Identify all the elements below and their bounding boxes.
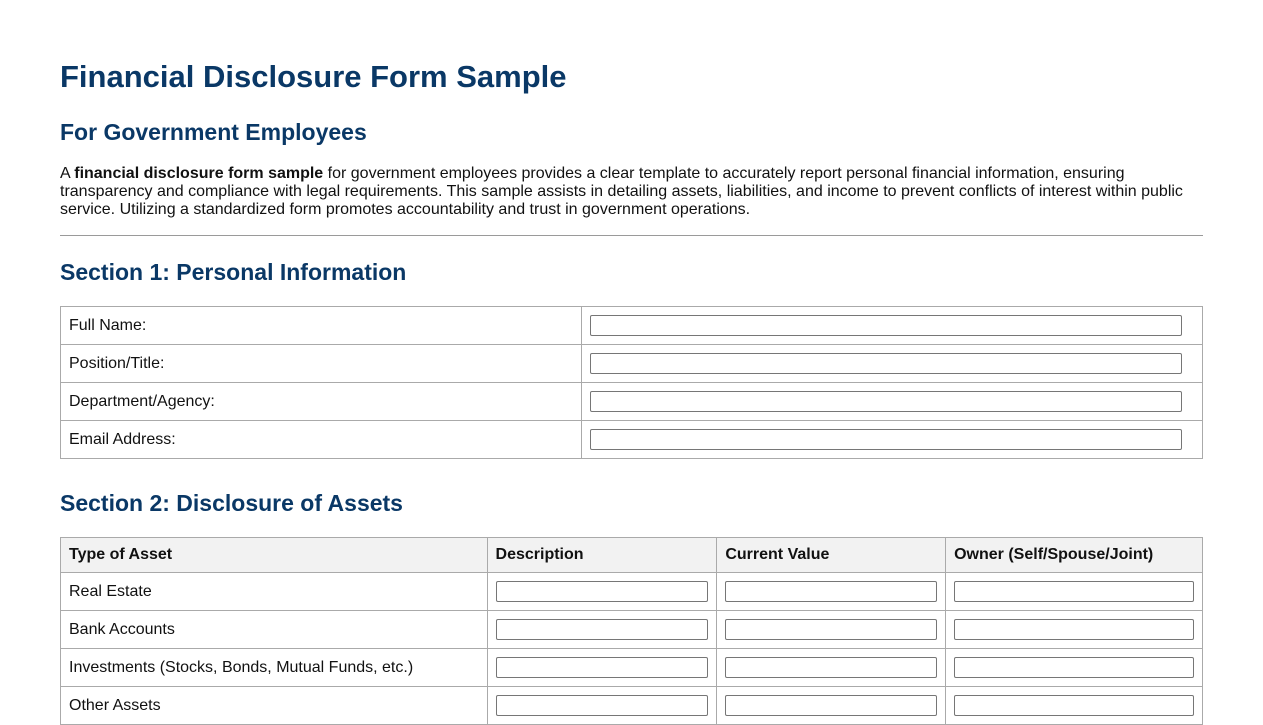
current-value-input[interactable]: [725, 695, 937, 716]
table-row: [61, 421, 1203, 459]
table-row: [61, 687, 1203, 725]
cell: [717, 687, 946, 725]
description-input[interactable]: [496, 581, 709, 602]
table-row: [61, 307, 1203, 345]
department-agency-input[interactable]: [590, 391, 1182, 412]
column-header-type: Type of Asset: [61, 538, 488, 573]
email-address-input[interactable]: [590, 429, 1182, 450]
description-input[interactable]: [496, 619, 709, 640]
owner-input[interactable]: [954, 581, 1194, 602]
intro-paragraph: [60, 165, 1203, 219]
cell: [946, 611, 1203, 649]
owner-input[interactable]: [954, 695, 1194, 716]
cell: [946, 687, 1203, 725]
assets-table: [60, 537, 1203, 725]
owner-input[interactable]: [954, 619, 1194, 640]
cell: [487, 649, 717, 687]
position-title-input[interactable]: [590, 353, 1182, 374]
section-divider: [60, 235, 1203, 236]
table-row: [61, 649, 1203, 687]
field-label: Position/Title:: [61, 345, 582, 383]
field-label: Department/Agency:: [61, 383, 582, 421]
asset-type: Other Assets: [61, 687, 488, 725]
cell: [487, 573, 717, 611]
cell: [717, 611, 946, 649]
table-row: [61, 345, 1203, 383]
section-1-title: Section 1: Personal Information: [60, 259, 407, 285]
table-row: [61, 573, 1203, 611]
current-value-input[interactable]: [725, 581, 937, 602]
page-subtitle: For Government Employees: [60, 119, 367, 145]
asset-type: Investments (Stocks, Bonds, Mutual Funds, etc.): [61, 649, 488, 687]
current-value-input[interactable]: [725, 657, 937, 678]
field-cell: [582, 383, 1203, 421]
current-value-input[interactable]: [725, 619, 937, 640]
cell: [946, 573, 1203, 611]
cell: [487, 611, 717, 649]
column-header-current-value: Current Value: [717, 538, 946, 573]
description-input[interactable]: [496, 657, 709, 678]
field-cell: [582, 345, 1203, 383]
cell: [717, 649, 946, 687]
asset-type: Bank Accounts: [61, 611, 488, 649]
cell: [487, 687, 717, 725]
full-name-input[interactable]: [590, 315, 1182, 336]
section-2-title: Section 2: Disclosure of Assets: [60, 490, 403, 516]
intro-prefix: A: [60, 165, 75, 182]
field-cell: [582, 421, 1203, 459]
table-header-row: [61, 538, 1203, 573]
description-input[interactable]: [496, 695, 709, 716]
page-title: Financial Disclosure Form Sample: [60, 59, 567, 94]
column-header-owner: Owner (Self/Spouse/Joint): [946, 538, 1203, 573]
table-row: [61, 611, 1203, 649]
asset-type: Real Estate: [61, 573, 488, 611]
field-label: Email Address:: [61, 421, 582, 459]
field-cell: [582, 307, 1203, 345]
intro-bold-phrase: financial disclosure form sample: [74, 165, 324, 182]
intro-text: for government employees provides a clear template to accurately report personal financial information, ensuring transparency and compliance with legal requirements. This sample assists in detailing assets, liabilities, and income to prevent conflicts of interest within public service. Utilizing a standardized form promotes accountability and trust in government operations.: [60, 165, 1183, 218]
owner-input[interactable]: [954, 657, 1194, 678]
cell: [717, 573, 946, 611]
field-label: Full Name:: [61, 307, 582, 345]
table-row: [61, 383, 1203, 421]
cell: [946, 649, 1203, 687]
column-header-description: Description: [487, 538, 717, 573]
personal-info-table: [60, 306, 1203, 459]
